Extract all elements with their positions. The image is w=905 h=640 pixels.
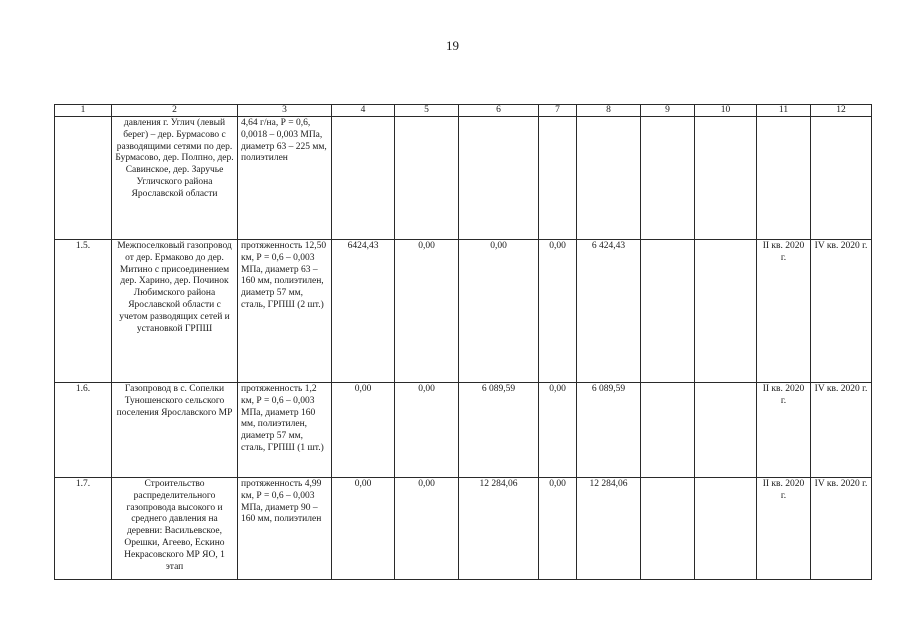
row-number: 1.5. (55, 240, 112, 383)
col-header-10: 10 (695, 105, 757, 117)
col-header-4: 4 (332, 105, 395, 117)
cell-col-4: 6424,43 (332, 240, 395, 383)
cell-col-10 (695, 240, 757, 383)
cell-col-8 (577, 117, 641, 240)
object-characteristics: протяженность 1,2 км, Р = 0,6 – 0,003 МПа, диаметр 160 мм, полиэтилен, диаметр 57 мм, сталь, ГРПШ (1 шт.) (238, 383, 332, 478)
start-quarter (757, 117, 811, 240)
col-header-11: 11 (757, 105, 811, 117)
cell-col-6: 12 284,06 (459, 478, 539, 580)
start-quarter: II кв. 2020 г. (757, 478, 811, 580)
end-quarter: IV кв. 2020 г. (811, 240, 872, 383)
col-header-5: 5 (395, 105, 459, 117)
cell-col-5: 0,00 (395, 383, 459, 478)
end-quarter: IV кв. 2020 г. (811, 383, 872, 478)
cell-col-9 (641, 240, 695, 383)
page-number: 19 (446, 38, 459, 53)
end-quarter: IV кв. 2020 г. (811, 478, 872, 580)
object-name: Межпоселковый газопровод от дер. Ермаково до дер. Митино с присоединением дер. Харино, дер. Починок Любимского района Ярославской области с учетом разводящих сетей и установкой ГРПШ (112, 240, 238, 383)
col-header-6: 6 (459, 105, 539, 117)
col-header-8: 8 (577, 105, 641, 117)
cell-col-5 (395, 117, 459, 240)
object-name: Газопровод в с. Сопелки Туношенского сельского поселения Ярославского МР (112, 383, 238, 478)
object-characteristics: протяженность 12,50 км, Р = 0,6 – 0,003 МПа, диаметр 63 – 160 мм, полиэтилен, диаметр 57 мм, сталь, ГРПШ (2 шт.) (238, 240, 332, 383)
cell-col-10 (695, 478, 757, 580)
object-characteristics: 4,64 г/на, Р = 0,6, 0,0018 – 0,003 МПа, диаметр 63 – 225 мм, полиэтилен (238, 117, 332, 240)
cell-col-7: 0,00 (539, 383, 577, 478)
cell-col-6 (459, 117, 539, 240)
start-quarter: II кв. 2020 г. (757, 240, 811, 383)
cell-col-9 (641, 117, 695, 240)
row-number (55, 117, 112, 240)
cell-col-8: 12 284,06 (577, 478, 641, 580)
col-header-9: 9 (641, 105, 695, 117)
table-row (55, 478, 872, 580)
cell-col-6: 0,00 (459, 240, 539, 383)
cell-col-7: 0,00 (539, 240, 577, 383)
object-characteristics: протяженность 4,99 км, Р = 0,6 – 0,003 МПа, диаметр 90 – 160 мм, полиэтилен (238, 478, 332, 580)
header-row (55, 105, 872, 117)
cell-col-7: 0,00 (539, 478, 577, 580)
object-name: давления г. Углич (левый берег) – дер. Бурмасово с разводящими сетями по дер. Бурмасово, дер. Полпно, дер. Савинское, дер. Заручье Угличского района Ярославской области (112, 117, 238, 240)
object-name: Строительство распределительного газопровода высокого и среднего давления на деревни: Васильевское, Орешки, Агеево, Ескино Некрасовского МР ЯО, 1 этап (112, 478, 238, 580)
col-header-7: 7 (539, 105, 577, 117)
cell-col-4 (332, 117, 395, 240)
cell-col-10 (695, 117, 757, 240)
construction-table (54, 104, 872, 580)
cell-col-5: 0,00 (395, 240, 459, 383)
cell-col-6: 6 089,59 (459, 383, 539, 478)
row-number: 1.7. (55, 478, 112, 580)
cell-col-10 (695, 383, 757, 478)
col-header-12: 12 (811, 105, 872, 117)
cell-col-4: 0,00 (332, 383, 395, 478)
cell-col-9 (641, 478, 695, 580)
start-quarter: II кв. 2020 г. (757, 383, 811, 478)
end-quarter (811, 117, 872, 240)
col-header-2: 2 (112, 105, 238, 117)
col-header-3: 3 (238, 105, 332, 117)
row-number: 1.6. (55, 383, 112, 478)
cell-col-4: 0,00 (332, 478, 395, 580)
cell-col-5: 0,00 (395, 478, 459, 580)
cell-col-9 (641, 383, 695, 478)
col-header-1: 1 (55, 105, 112, 117)
table-row (55, 383, 872, 478)
cell-col-8: 6 089,59 (577, 383, 641, 478)
table-row (55, 117, 872, 240)
table-row (55, 240, 872, 383)
cell-col-7 (539, 117, 577, 240)
cell-col-8: 6 424,43 (577, 240, 641, 383)
